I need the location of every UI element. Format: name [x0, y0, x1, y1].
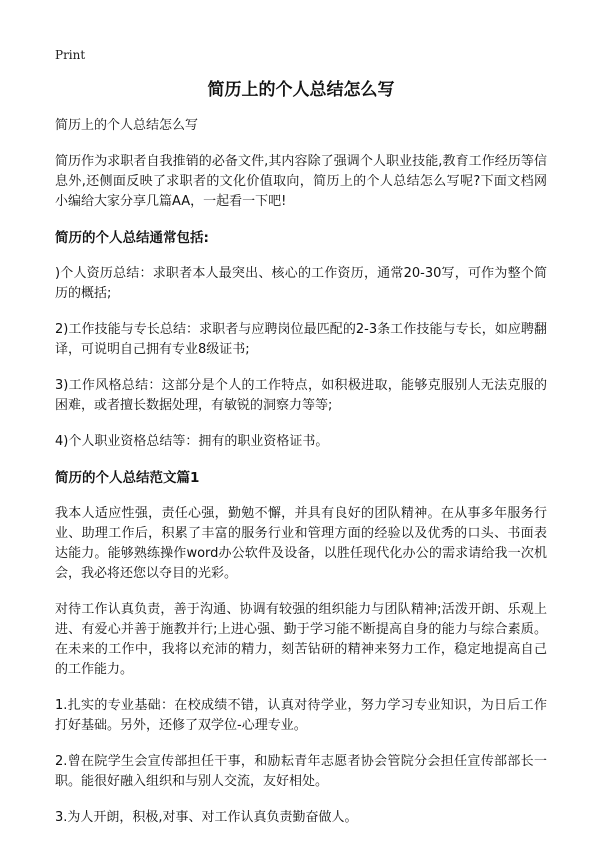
document-title: 简历上的个人总结怎么写 — [207, 80, 395, 100]
summary-item: )个人资历总结：求职者本人最突出、核心的工作资历，通常20-30写，可作为整个简历的概括; — [55, 266, 547, 301]
sample-paragraph: 对待工作认真负责，善于沟通、协调有较强的组织能力与团队精神;活泼开朗、乐观上进、有爱心并善于施教并行;上进心强、勤于学习能不断提高自身的能力与综合素质。在未来的工作中，我将以充沛的精力，刻苦钻研的精神来努力工作，稳定地提高自己的工作能力。 — [55, 602, 547, 677]
sample-paragraph: 3.为人开朗，积极,对事、对工作认真负责勤奋做人。 — [55, 810, 358, 825]
sample-paragraph: 我本人适应性强，责任心强，勤勉不懈，并具有良好的团队精神。在从事多年服务行业、助理工作后，积累了丰富的服务行业和管理方面的经验以及优秀的口头、书面表达能力。能够熟练操作word办公软件及设备，以胜任现代化办公的需求请给我一次机会，我必将还您以夺目的光彩。 — [55, 506, 547, 581]
print-link[interactable]: Print — [55, 48, 86, 62]
sample-paragraph: 1.扎实的专业基础：在校成绩不错，认真对待学业，努力学习专业知识，为日后工作打好基础。另外，还修了双学位-心理专业。 — [55, 698, 547, 733]
section-heading-sample-1: 简历的个人总结范文篇1 — [55, 470, 200, 486]
sample-paragraph: 2.曾在院学生会宣传部担任干事，和励耘青年志愿者协会管院分会担任宣传部部长一职。能很好融入组织和与别人交流，友好相处。 — [55, 754, 547, 789]
summary-item: 4)个人职业资格总结等：拥有的职业资格证书。 — [55, 434, 329, 449]
summary-item: 3)工作风格总结：这部分是个人的工作特点，如积极进取，能够克服别人无法克服的困难，或者擅长数据处理，有敏锐的洞察力等等; — [55, 378, 547, 413]
summary-item: 2)工作技能与专长总结：求职者与应聘岗位最匹配的2-3条工作技能与专长，如应聘翻译，可说明自己拥有专业8级证书; — [55, 322, 547, 357]
document-subtitle: 简历上的个人总结怎么写 — [55, 118, 199, 133]
document-page — [55, 78, 547, 844]
section-heading-summary-contents: 简历的个人总结通常包括: — [55, 230, 209, 246]
intro-paragraph: 简历作为求职者自我推销的必备文件,其内容除了强调个人职业技能,教育工作经历等信息外,还侧面反映了求职者的文化价值取向，简历上的个人总结怎么写呢?下面文档网小编给大家分享几篇AA，一起看一下吧! — [55, 154, 547, 209]
